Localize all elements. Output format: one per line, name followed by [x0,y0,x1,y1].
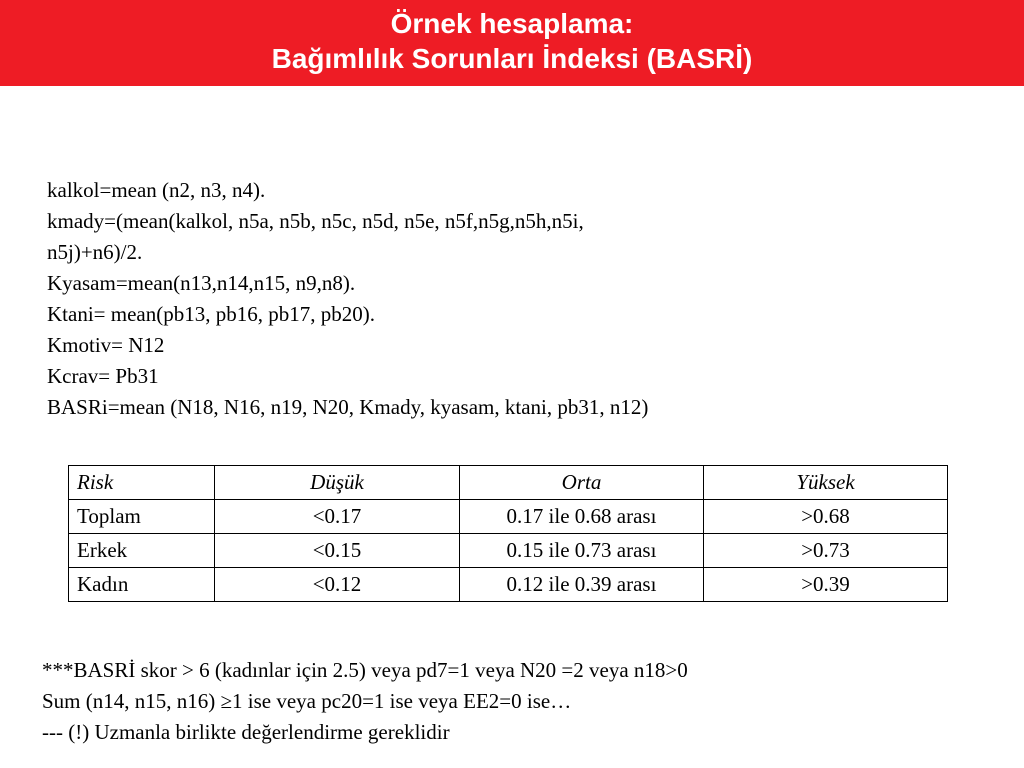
header-cell-low: Düşük [215,466,460,500]
table-row [69,534,948,568]
formula-line: Ktani= mean(pb13, pb16, pb17, pb20). [47,302,375,326]
formula-line: BASRi=mean (N18, N16, n19, N20, Kmady, kyasam, ktani, pb31, n12) [47,395,649,419]
table-cell: <0.15 [215,534,460,568]
header-cell-high: Yüksek [704,466,948,500]
table-row [69,568,948,602]
table-cell: Toplam [69,500,215,534]
formula-list [47,175,1007,423]
table-cell: 0.15 ile 0.73 arası [460,534,704,568]
table-row [69,500,948,534]
table-cell: 0.12 ile 0.39 arası [460,568,704,602]
table-cell: Erkek [69,534,215,568]
header-cell-medium: Orta [460,466,704,500]
risk-table [68,465,948,602]
formula-line: Kyasam=mean(n13,n14,n15, n9,n8). [47,271,356,295]
table-cell: >0.39 [704,568,948,602]
slide-subtitle: Bağımlılık Sorunları İndeksi (BASRİ) [271,43,753,74]
formula-line: kmady=(mean(kalkol, n5a, n5b, n5c, n5d, n5e, n5f,n5g,n5h,n5i, [47,209,584,233]
title-bar [0,0,1024,86]
header-cell-risk: Risk [69,466,215,500]
notes-block [42,655,1012,748]
slide-title: Örnek hesaplama: [390,8,634,39]
note-line: ***BASRİ skor > 6 (kadınlar için 2.5) veya pd7=1 veya N20 =2 veya n18>0 [42,658,688,682]
table-cell: Kadın [69,568,215,602]
table-cell: 0.17 ile 0.68 arası [460,500,704,534]
table-cell: >0.73 [704,534,948,568]
table-header-row [69,466,948,500]
formula-line: kalkol=mean (n2, n3, n4). [47,178,266,202]
note-line: --- (!) Uzmanla birlikte değerlendirme gereklidir [42,720,450,744]
table-cell: <0.12 [215,568,460,602]
formula-line: Kcrav= Pb31 [47,364,159,388]
table-cell: <0.17 [215,500,460,534]
note-line: Sum (n14, n15, n16) ≥1 ise veya pc20=1 ise veya EE2=0 ise… [42,689,572,713]
formula-line: n5j)+n6)/2. [47,240,143,264]
table-cell: >0.68 [704,500,948,534]
formula-line: Kmotiv= N12 [47,333,165,357]
